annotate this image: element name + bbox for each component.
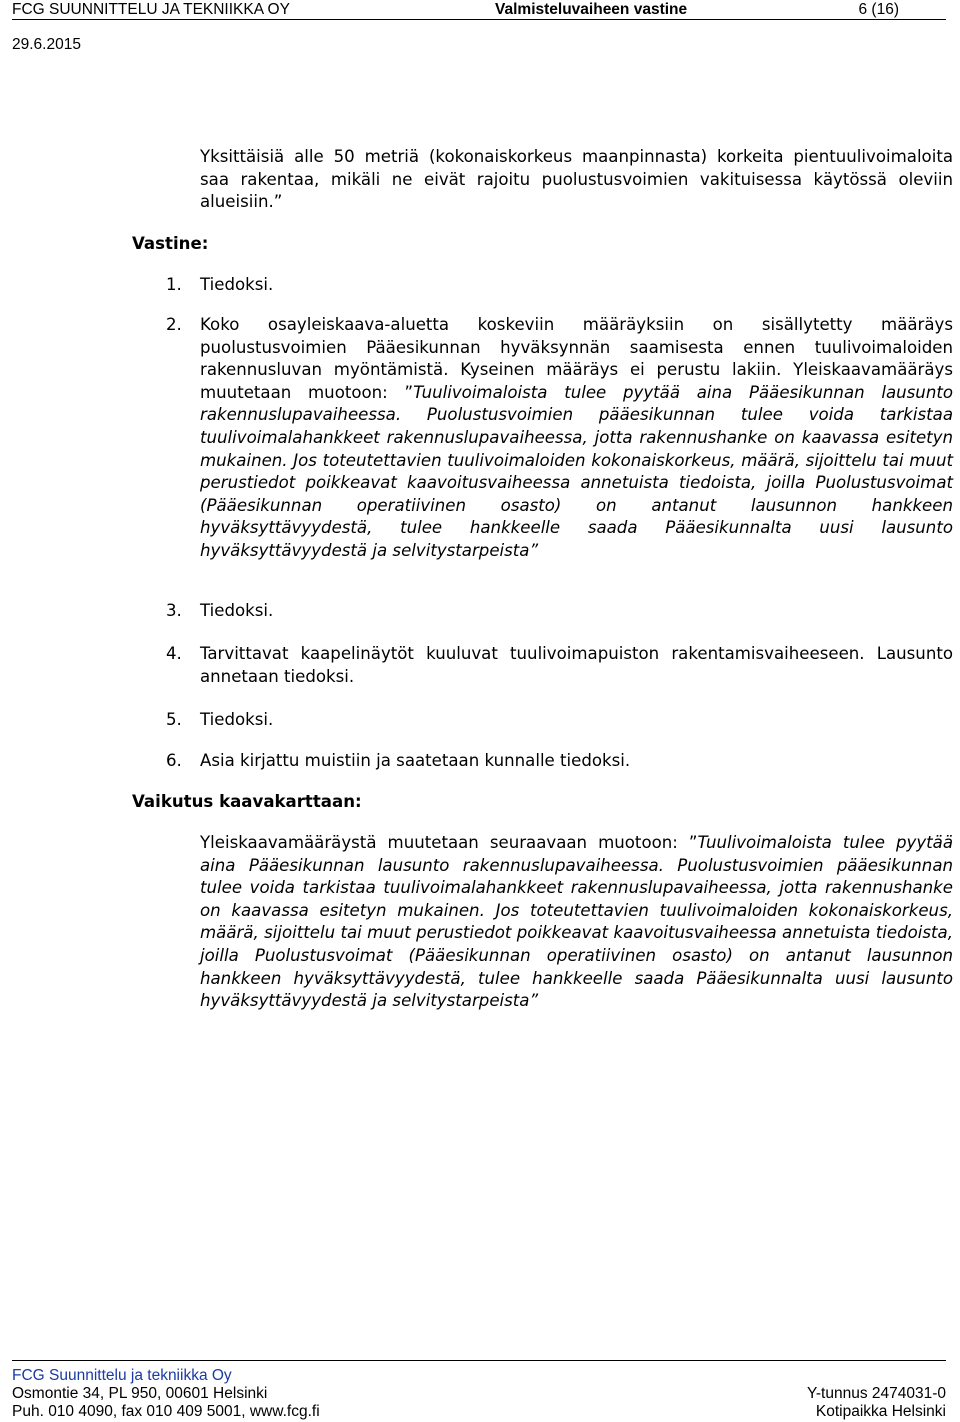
- item-number: 5.: [166, 710, 182, 729]
- vaikutus-heading: Vaikutus kaavakarttaan:: [132, 792, 362, 811]
- item-text-part: Koko osayleiskaava-aluetta koskeviin määräyksiin on sisällytetty määräys puolustusvoimien Pääesikunnan hyväksynnän saamisesta ennen tuulivoimaloiden rakennusluvan myöntämistä. Kyseinen määräys ei perustu lakiin. Yleiskaavamääräys muutetaan muotoon: ”: [200, 315, 953, 402]
- page-header: [12, 0, 946, 53]
- item-number: 4.: [166, 644, 182, 663]
- item-text: Tarvittavat kaapelinäytöt kuuluvat tuulivoimapuiston rakentamisvaiheeseen. Lausunto annetaan tiedoksi.: [200, 644, 953, 686]
- footer-contact: Puh. 010 4090, fax 010 409 5001, www.fcg.fi: [12, 1403, 320, 1420]
- item-text: Tiedoksi.: [200, 275, 274, 294]
- vastine-heading: Vastine:: [132, 234, 209, 253]
- vaikutus-text: [200, 832, 953, 1013]
- item-number: 6.: [166, 751, 182, 770]
- item-text: [200, 314, 953, 563]
- item-quote-italic: Tuulivoimaloista tulee pyytää aina Pääesikunnan lausunto rakennuslupavaiheessa. Puolustusvoimien pääesikunnan tulee voida tarkistaa tuulivoimalahankkeet rakennuslupavaiheessa, jotta rakennushanke on kaavassa esitetyn mukainen. Jos toteutettavien tuulivoimaloiden kokonaiskorkeus, määrä, sijoittelu tai muut perustiedot poikkeavat kaavoitusvaiheessa annetuista tiedoista, joilla Puolustusvoimat (Pääesikunnan operatiivinen osasto) on antanut lausunnon hankkeen hyväksyttävyydestä, tulee hankkeelle saada Pääesikunnalta uusi lausunto hyväksyttävyydestä ja selvitystarpeista”: [200, 382, 954, 560]
- footer-address: Osmontie 34, PL 950, 00601 Helsinki: [12, 1385, 268, 1402]
- vaikutus-text-part: Yleiskaavamääräystä muutetaan seuraavaan muotoon: ”: [200, 833, 698, 852]
- item-text: Asia kirjattu muistiin ja saatetaan kunnalle tiedoksi.: [200, 751, 631, 770]
- item-number: 3.: [166, 601, 182, 620]
- header-doc-title: Valmisteluvaiheen vastine: [495, 1, 688, 18]
- item-number: 1.: [166, 275, 182, 294]
- item-text: Tiedoksi.: [200, 601, 274, 620]
- footer-business-id: Y-tunnus 2474031-0: [806, 1385, 946, 1402]
- header-page-number: 6 (16): [858, 1, 899, 18]
- header-date: 29.6.2015: [12, 36, 81, 53]
- page-footer: [12, 1360, 946, 1422]
- vaikutus-quote-italic: Tuulivoimaloista tulee pyytää aina Pääesikunnan lausunto rakennuslupavaiheessa. Puolustusvoimien pääesikunnan tulee voida tarkistaa tuulivoimalahankkeet rakennuslupavaiheessa, jotta rakennushanke on kaavassa esitetyn mukainen. Jos toteutettavien tuulivoimaloiden kokonaiskorkeus, määrä, sijoittelu tai muut perustiedot poikkeavat kaavoitusvaiheessa annetuista tiedoista, joilla Puolustusvoimat (Pääesikunnan operatiivinen osasto) on antanut lausunnon hankkeen hyväksyttävyydestä, tulee hankkeelle saada Pääesikunnalta uusi lausunto hyväksyttävyydestä ja selvitystarpeista”: [200, 833, 953, 1011]
- item-number: 2.: [166, 315, 182, 334]
- quote-continuation: Yksittäisiä alle 50 metriä (kokonaiskorkeus maanpinnasta) korkeita pientuulivoimaloita saa rakentaa, mikäli ne eivät rajoitu puolustusvoimien vakituisessa käytössä oleviin alueisiin.”: [200, 147, 953, 212]
- header-rule: [12, 1, 946, 20]
- header-company: FCG SUUNNITTELU JA TEKNIIKKA OY: [12, 1, 290, 18]
- footer-company: FCG Suunnittelu ja tekniikka Oy: [12, 1367, 232, 1384]
- item-text: Tiedoksi.: [200, 710, 274, 729]
- footer-seat: Kotipaikka Helsinki: [815, 1403, 946, 1420]
